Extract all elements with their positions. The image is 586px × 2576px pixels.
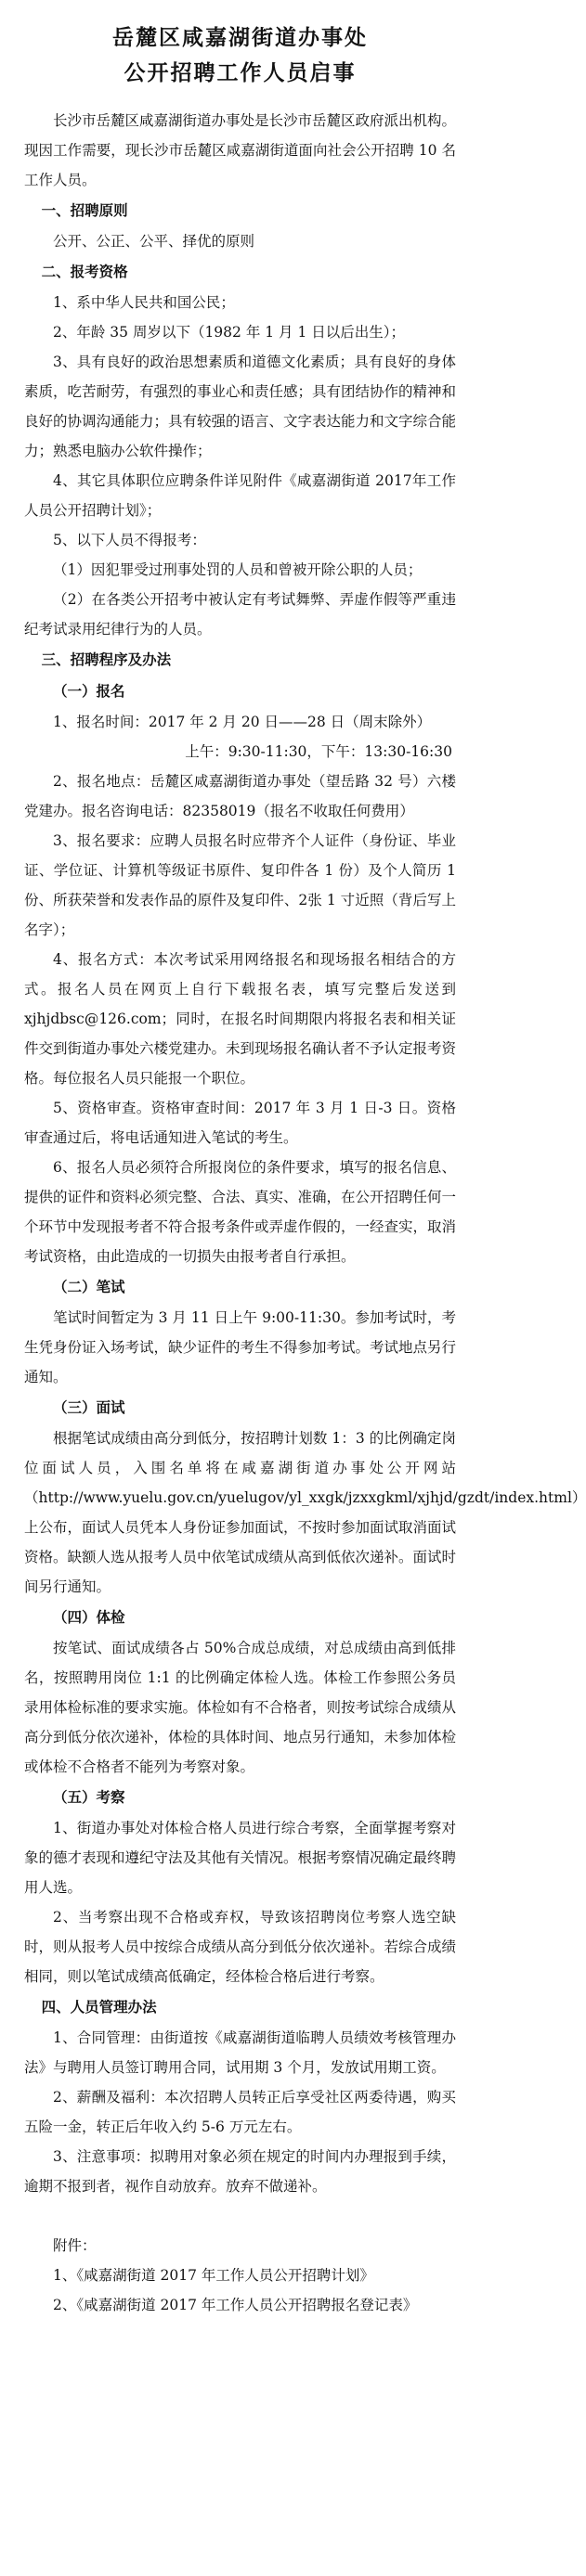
registration-method: 4、报名方式：本次考试采用网络报名和现场报名相结合的方式。报名人员在网页上自行下载报名表，填写完整后发送到 xjhjdbsc@126.com；同时，在报名时间期限内将报名表和相关证件交到街道办事处六楼党建办。未到现场报名确认者不予认定报考资格。每位报名人员只能报一个职位。 [24, 951, 457, 1087]
registration-time: 1、报名时间：2017 年 2 月 20 日——28 日（周末除外） [53, 714, 432, 730]
qualification-item: 1、系中华人民共和国公民； [53, 294, 235, 311]
written-exam-text: 笔试时间暂定为 3 月 11 日上午 9:00-11:30。参加考试时，考生凭身份证入场考试，缺少证件的考生不得参加考试。考试地点另行通知。 [24, 1309, 457, 1385]
qualification-item: 5、以下人员不得报考： [53, 532, 206, 548]
subsection-heading-written-exam: （二）笔试 [53, 1279, 125, 1295]
subsection-heading-registration: （一）报名 [53, 683, 125, 700]
inspection-item: 1、街道办事处对体检合格人员进行综合考察，全面掌握考察对象的德才表现和遵纪守法及其他有关情况。根据考察情况确定最终聘用人选。 [24, 1820, 457, 1896]
qualification-item: 4、其它具体职位应聘条件详见附件《咸嘉湖街道 2017年工作人员公开招聘计划》； [24, 472, 456, 519]
exclusion-item: （2）在各类公开招考中被认定有考试舞弊、弄虚作假等严重违纪考试录用纪律行为的人员。 [24, 591, 456, 638]
qualification-review: 5、资格审查。资格审查时间：2017 年 3 月 1 日-3 日。资格审查通过后，将电话通知进入笔试的考生。 [24, 1100, 456, 1146]
qualification-item: 2、年龄 35 周岁以下（1982 年 1 月 1 日以后出生）； [53, 324, 405, 341]
medical-exam-text: 按笔试、面试成绩各占 50%合成总成绩，对总成绩由高到低排名，按照聘用岗位 1:1 的比例确定体检人选。体检工作参照公务员录用体检标准的要求实施。体检如有不合格者，则按考试综合成绩从高分到低分依次递补，体检的具体时间、地点另行通知，未参加体检或体检不合格者不能列为考察对象。 [24, 1640, 457, 1775]
section-heading-principles: 一、招聘原则 [41, 202, 128, 219]
section-heading-qualifications: 二、报考资格 [41, 264, 128, 280]
announcement-title [24, 20, 456, 91]
principles-text: 公开、公正、公平、择优的原则 [53, 233, 255, 250]
inspection-item: 2、当考察出现不合格或弃权，导致该招聘岗位考察人选空缺时，则从报考人员中按综合成绩从高分到低分依次递补。若综合成绩相同，则以笔试成绩高低确定，经体检合格后进行考察。 [24, 1909, 457, 1985]
interview-text: 根据笔试成绩由高分到低分，按招聘计划数 1：3 的比例确定岗位面试人员，入围名单将在咸嘉湖街道办事处公开网站（http://www.yuelu.gov.cn/yuelugov/yl_xxgk/jzxxgkml/xjhjd/gzdt/index.html）上公布，面试人员凭本人身份证参加面试，不按时参加面试取消面试资格。缺额人选从报考人员中依笔试成绩从高到低依次递补。面试时间另行通知。 [24, 1430, 586, 1595]
applicant-responsibility: 6、报名人员必须符合所报岗位的条件要求，填写的报名信息、提供的证件和资料必须完整、合法、真实、准确，在公开招聘任何一个环节中发现报考者不符合报考条件或弄虚作假的，一经查实，取消考试资格，由此造成的一切损失由报考者自行承担。 [24, 1159, 457, 1265]
attachments-label: 附件： [53, 2237, 97, 2254]
spacer [24, 2201, 456, 2225]
title-line-2: 公开招聘工作人员启事 [124, 61, 357, 85]
qualification-item: 3、具有良好的政治思想素质和道德文化素质；具有良好的身体素质，吃苦耐劳，有强烈的事业心和责任感；具有团结协作的精神和良好的协调沟通能力；具有较强的语言、文字表达能力和文字综合能力；熟悉电脑办公软件操作； [24, 354, 457, 459]
section-heading-procedure: 三、招聘程序及办法 [41, 651, 172, 668]
exclusion-item: （1）因犯罪受过刑事处罚的人员和曾被开除公职的人员； [53, 561, 423, 578]
management-item: 1、合同管理：由街道按《咸嘉湖街道临聘人员绩效考核管理办法》与聘用人员签订聘用合同，试用期 3 个月，发放试用期工资。 [24, 2029, 456, 2076]
title-line-1: 岳麓区咸嘉湖街道办事处 [112, 26, 368, 50]
registration-hours: 上午：9:30-11:30，下午：13:30-16:30 [185, 743, 452, 760]
intro-paragraph: 长沙市岳麓区咸嘉湖街道办事处是长沙市岳麓区政府派出机构。现因工作需要，现长沙市岳麓区咸嘉湖街道面向社会公开招聘 10 名工作人员。 [24, 112, 457, 188]
registration-location: 2、报名地点：岳麓区咸嘉湖街道办事处（望岳路 32 号）六楼党建办。报名咨询电话：82358019（报名不收取任何费用） [24, 773, 456, 819]
management-item: 2、薪酬及福利：本次招聘人员转正后享受社区两委待遇，购买五险一金，转正后年收入约 5-6 万元左右。 [24, 2089, 456, 2135]
registration-requirements: 3、报名要求：应聘人员报名时应带齐个人证件（身份证、毕业证、学位证、计算机等级证书原件、复印件各 1 份）及个人简历 1 份、所获荣誉和发表作品的原件及复印件、2张 1 寸近照（背后写上名字）； [24, 832, 456, 938]
management-item: 3、注意事项：拟聘用对象必须在规定的时间内办理报到手续，逾期不报到者，视作自动放弃。放弃不做递补。 [24, 2148, 456, 2195]
attachment-item: 1、《咸嘉湖街道 2017 年工作人员公开招聘计划》 [53, 2267, 374, 2284]
subsection-heading-interview: （三）面试 [53, 1399, 125, 1416]
subsection-heading-inspection: （五）考察 [53, 1789, 125, 1806]
subsection-heading-medical-exam: （四）体检 [53, 1609, 125, 1626]
attachment-item: 2、《咸嘉湖街道 2017 年工作人员公开招聘报名登记表》 [53, 2297, 418, 2313]
section-heading-management: 四、人员管理办法 [41, 1999, 157, 2016]
